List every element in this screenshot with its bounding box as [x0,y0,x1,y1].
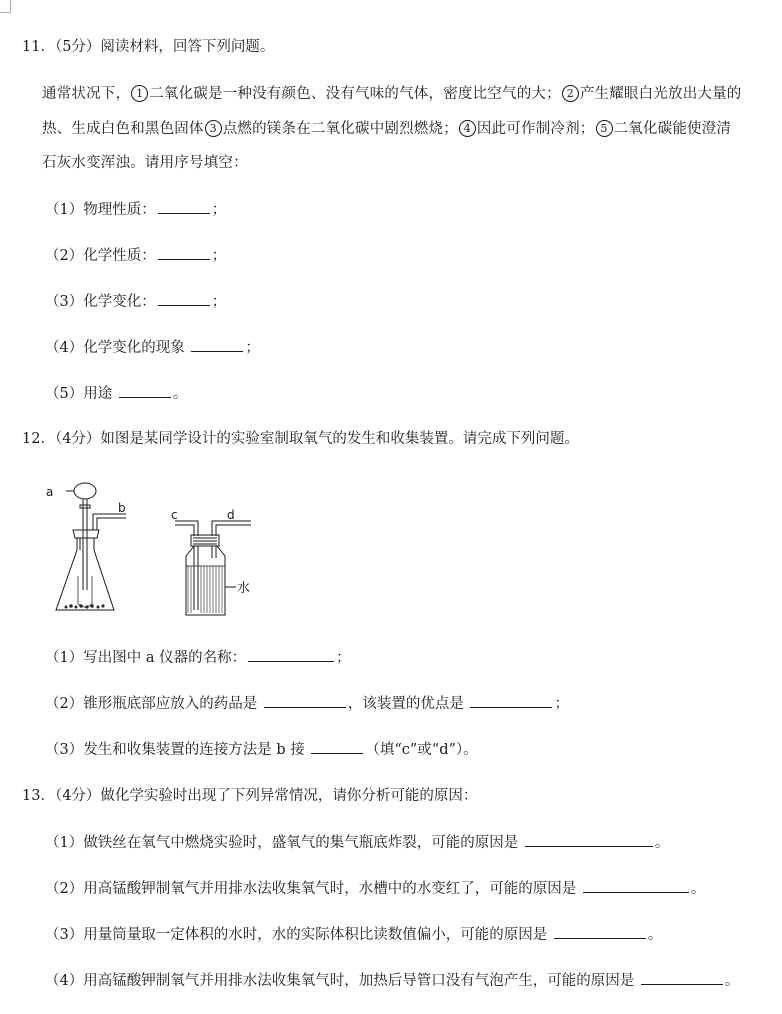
q11-text: 二氧化碳是一种没有颜色、没有气味的气体，密度比空气的大； [149,86,561,102]
answer-blank[interactable] [583,878,689,893]
q11-text: 热、生成白色和黑色固体 [42,121,204,137]
q11-item-label: （4）化学变化的现象 [45,340,190,356]
answer-blank[interactable] [554,924,646,939]
label-a: a [46,485,54,499]
oxygen-apparatus-diagram [38,478,268,620]
q13-item-end: 。 [647,927,663,943]
q11-text: 点燃的镁条在二氧化碳中剧烈燃烧； [222,121,458,137]
answer-blank[interactable] [264,693,346,708]
q13-item-label: （2）用高锰酸钾制氧气并用排水法收集氧气时，水槽中的水变红了，可能的原因是 [45,881,581,897]
q12-item-end: ； [336,650,351,666]
q13-item-2 [45,878,705,898]
delivery-tube-b [93,514,126,530]
answer-blank[interactable] [311,739,363,754]
answer-blank[interactable] [248,647,334,662]
q11-text: 通常状况下， [42,86,131,102]
funnel-bulb [74,483,96,499]
q13-item-label: （3）用量筒量取一定体积的水时，水的实际体积比读数值偏小，可能的原因是 [45,927,552,943]
circled-number: 5 [596,120,613,137]
q13-item-end: 。 [690,881,706,897]
label-d: d [227,508,235,522]
q12-item-2 [45,693,569,713]
q13-item-4 [45,970,739,990]
q12-item-mid: ，该装置的优点是 [347,696,469,712]
q11-item-4 [45,337,260,357]
q13-item-label: （4）用高锰酸钾制氧气并用排水法收集氧气时，加热后导管口没有气泡产生，可能的原因是 [45,973,639,989]
q13-title: 13．（4分）做化学实验时出现了下列异常情况，请你分析可能的原因： [22,788,478,804]
q13-item-3 [45,924,662,944]
q11-item-label: （1）物理性质： [45,202,156,218]
answer-blank[interactable] [470,693,552,708]
answer-blank[interactable] [641,970,723,985]
q11-text: 产生耀眼白光放出大量的 [579,86,742,102]
q12-title: 12．（4分）如图是某同学设计的实验室制取氧气的发生和收集装置。请完成下列问题。 [22,431,579,447]
q13-item-end: 。 [724,973,740,989]
q12-item-1 [45,647,351,667]
q12-item-label: （2）锥形瓶底部应放入的药品是 [45,696,262,712]
answer-blank[interactable] [525,832,653,847]
q11-paragraph-line-3: 石灰水变浑浊。请用序号填空： [42,155,248,171]
q11-item-label: （5）用途 [45,386,117,402]
label-water: 水 [237,581,251,596]
q11-item-label: （3）化学变化： [45,294,156,310]
funnel-stopcock [80,505,90,508]
q11-paragraph-line-1 [42,84,742,104]
answer-blank[interactable] [158,199,210,214]
tube-d [212,521,251,536]
conical-flask [56,538,114,610]
q11-item-2 [45,245,226,265]
circled-number: 3 [205,120,222,137]
q11-item-label: （2）化学性质： [45,248,156,264]
q12-item-label: （1）写出图中 a 仪器的名称： [45,650,247,666]
q12-item-end: ； [554,696,569,712]
flask-stopper [73,530,99,538]
q13-item-end: 。 [654,835,670,851]
page-corner-mark [0,0,11,13]
q12-item-label: （3）发生和收集装置的连接方法是 b 接 [45,742,310,758]
answer-blank[interactable] [191,337,243,352]
circled-number: 4 [459,120,476,137]
q11-item-1 [45,199,226,219]
circled-number: 1 [131,85,148,102]
tube-c [175,521,198,536]
q11-item-end: 。 [172,386,188,402]
answer-blank[interactable] [119,383,171,398]
answer-blank[interactable] [158,291,210,306]
q11-item-end: ； [211,202,227,218]
water-hatching [188,566,222,613]
label-c: c [171,508,178,522]
circled-number: 2 [562,85,579,102]
q11-item-end: ； [211,294,227,310]
answer-blank[interactable] [158,245,210,260]
q11-text: 二氧化碳能使澄清 [613,121,732,137]
inner-tube [78,576,92,607]
q11-item-end: ； [211,248,227,264]
flask-solid-reagent [65,604,105,608]
q13-item-label: （1）做铁丝在氧气中燃烧实验时，盛氧气的集气瓶底炸裂，可能的原因是 [45,835,523,851]
q11-text: 因此可作制冷剂； [476,121,595,137]
q12-item-end: （填“c”或“d”）。 [365,742,478,758]
q11-title: 11．（5分）阅读材料，回答下列问题。 [22,39,275,55]
label-b: b [118,501,126,515]
q12-item-3 [45,739,478,759]
q11-paragraph-line-2 [42,119,731,139]
q13-item-1 [45,832,669,852]
q11-item-end: ； [245,340,260,356]
q11-item-5 [45,383,187,403]
q11-item-3 [45,291,226,311]
